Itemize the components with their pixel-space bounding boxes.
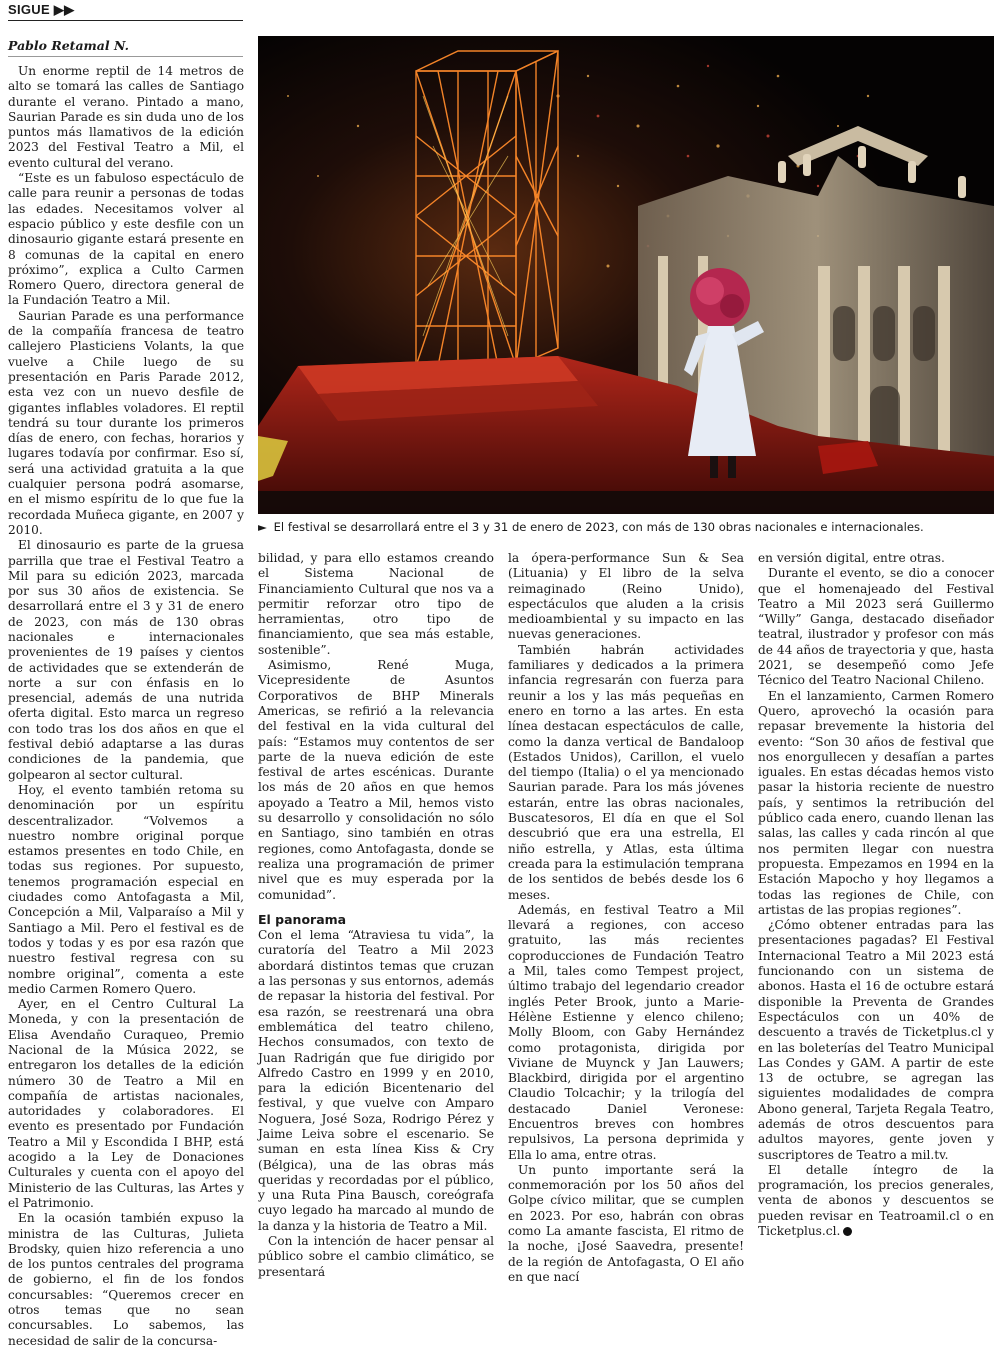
article-column-4 bbox=[758, 551, 994, 1239]
paragraph: Ayer, en el Centro Cultural La Moneda, y con la presentación de Elisa Avendaño Curaqueo, Premio Nacional de la Música 2022, se entregaron los detalles de la edición número 30 de Teatro a Mil en compañía de artistas nacionales, autoridades y colaboradores. El evento es presentado por Fundación Teatro a Mil y Escondida I BHP, está acogido a la Ley de Donaciones Culturales y cuenta con el apoyo del Ministerio de las Culturas, las Artes y el Patrimonio. bbox=[8, 997, 244, 1210]
paragraph: ¿Cómo obtener entradas para las presentaciones pagadas? El Festival Internacional Teatro a Mil 2023 está funcionando con un sistema de abonos. Hasta el 16 de octubre estará disponible la Preventa de Grandes Espectáculos con un 40% de descuento a través de Ticketplus.cl y en las boleterías del Teatro Municipal Las Condes y GAM. A partir de este 13 de octubre, se agregan las siguientes modalidades de compra Abono general, Tarjeta Regala Teatro, además de otros descuentos para adultos mayores, gente joven y suscriptores de Teatro a mil.tv. bbox=[758, 918, 994, 1162]
paragraph: Hoy, el evento también retoma su denominación por un espíritu descentralizador. “Volvemos a nuestro nombre original porque estamos presentes en todo Chile, en todas sus regiones. Por supuesto, tenemos programación especial en ciudades como Antofagasta a Mil, Concepción a Mil, Valparaíso a Mil y Santiago a Mil. Pero el festival es de todos y todas y es por esa razón que nuestro festival regresa con su nombre original”, comenta a este medio Carmen Romero Quero. bbox=[8, 782, 244, 996]
top-divider bbox=[8, 20, 243, 21]
article-column-3 bbox=[508, 551, 744, 1284]
paragraph: En el lanzamiento, Carmen Romero Quero, aprovechó la ocasión para repasar brevemente la historia del evento: “Son 30 años de festival que nos enorgullecen y desafían a partes iguales. En estas décadas hemos visto pasar la historia reciente de nuestro país, y sentimos la retribución del público cada enero, cuando llenan las salas, las calles y cada rincón al que nos permiten llegar con nuestra propuesta. Empezamos en 1994 en la Estación Mapocho y hoy llegamos a todas las regiones de Chile, con artistas de las propias regiones”. bbox=[758, 688, 994, 917]
paragraph: bilidad, y para ello estamos creando el Sistema Nacional de Financiamiento Cultural que nos va a permitir reforzar otro tipo de herramientas, otro tipo de financiamiento, que sea más estable, sostenible”. bbox=[258, 551, 494, 657]
article-column-2 bbox=[258, 551, 494, 1279]
paragraph: en versión digital, entre otras. bbox=[758, 551, 945, 565]
paragraph: También habrán actividades familiares y dedicados a la primera infancia regresarán con fuerza para reunir a los y las más pequeñas en enero en torno a las artes. En esta línea destacan espectáculos de calle, como la danza vertical de Bandaloop (Estados Unidos), Carillon, el vuelo del tiempo (Italia) o el ya mencionado Saurian parade. Para los más jóvenes estarán, entre las obras nacionales, Buscatesoros, El día en que el Sol descubrió que era una estrella, El niño estrella, y Atlas, esta última creada para la estimulación temprana de los sentidos de bebés desde los 6 meses. bbox=[508, 642, 744, 902]
paragraph: Durante el evento, se dio a conocer que el homenajeado del Festival Teatro a Mil 2023 será Guillermo “Willy” Ganga, destacado diseñador teatral, ilustrador y profesor con más de 44 años de trayectoria y que, hasta 2021, se desempeñó como Jefe Técnico del Teatro Nacional Chileno. bbox=[758, 566, 994, 688]
paragraph: Asimismo, René Muga, Vicepresidente de Asuntos Corporativos de BHP Minerals Americas, se refirió a la relevancia del festival en la vida cultural del país: “Estamos muy contentos de ser parte de la nueva edición de este festival de artes escénicas. Durante los más de 20 años en que hemos apoyado a Teatro a Mil, hemos visto su desarrollo y consolidación no sólo en Santiago, sino también en otras regiones, como Antofagasta, donde se realiza una programación de primer nivel que es muy esperada por la comunidad”. bbox=[258, 658, 494, 902]
paragraph: Con la intención de hacer pensar al público sobre el cambio climático, se presentará bbox=[258, 1234, 494, 1279]
paragraph: En la ocasión también expuso la ministra de las Culturas, Julieta Brodsky, quien hizo referencia a uno de los puntos centrales del programa de gobierno, el fin de los fondos concursables: “Queremos crecer en otros temas que no sean concursables. Lo sabemos, las necesidad de salir de la concursa- bbox=[8, 1211, 244, 1348]
paragraph: “Este es un fabuloso espectáculo de calle para reunir a personas de todas las edades. Necesitamos volver al espacio público y este desfile con un dinosaurio gigante estará presente en 8 comunas de la capital en enero próximo”, explica a Culto Carmen Romero Quero, directora general de la Fundación Teatro a Mil. bbox=[8, 171, 244, 308]
paragraph: Saurian Parade es una performance de la compañía francesa de teatro callejero Plasticiens Volants, la que vuelve a Chile luego de su presentación en Paris Parade 2012, esta vez con un nuevo desfile de gigantes inflables voladores. El reptil tendrá su tour durante los primeros días de enero, con fechas, horarios y lugares todavía por confirmar. Eso sí, será una actividad gratuita a la que cualquier persona podrá asomarse, en el mismo espíritu de lo que fue la recordada Muñeca gigante, en 2007 y 2010. bbox=[8, 308, 244, 537]
byline-divider bbox=[8, 56, 243, 57]
photo-caption bbox=[258, 520, 994, 534]
caption-text: El festival se desarrollará entre el 3 y 31 de enero de 2023, con más de 130 obras nacionales e internacionales. bbox=[273, 520, 924, 534]
paragraph: la ópera-performance Sun & Sea (Lituania) y El libro de la selva reimaginado (Reino Unido), espectáculos que aluden a la crisis medioambiental y su impacto en las nuevas generaciones. bbox=[508, 551, 744, 642]
caption-arrow-icon: ► bbox=[258, 520, 267, 534]
paragraph: Además, en festival Teatro a Mil llevará a regiones, con acceso gratuito, las más recientes coproducciones de Fundación Teatro a Mil, tales como Tempest project, último trabajo del legendario creador inglés Peter Brook, junto a Marie-Hélène Estienne y elenco chileno; Molly Bloom, con Gaby Hernández como protagonista, dirigida por Viviane de Muynck y Jan Lauwers; Blackbird, dirigida por el argentino Claudio Tolcachir; y la trilogía del destacado Daniel Veronese: Encuentros breves con hombres repulsivos, La persona deprimida y Ella lo ama, entre otras. bbox=[508, 902, 744, 1162]
article-column-1 bbox=[8, 64, 244, 1348]
closing-paragraph: El detalle íntegro de la programación, los precios generales, venta de abonos y descuentos se pueden revisar en Teatroamil.cl o en Ticketplus.cl. bbox=[758, 1162, 994, 1239]
festival-photo bbox=[258, 36, 994, 514]
section-heading: El panorama bbox=[258, 911, 347, 927]
paragraph bbox=[758, 1163, 994, 1239]
paragraph: El dinosaurio es parte de la gruesa parrilla que trae el Festival Teatro a Mil para su edición 2023, marcada por sus 30 años de existencia. Se desarrollará entre el 3 y 31 de enero de 2023, con más de 130 obras nacionales e internacionales provenientes de 19 países y cientos de actividades que se extenderán de norte a sur con énfasis en lo presencial, además de una nutrida oferta digital. Esto marca un regreso con todo tras los dos años en que el festival debió adaptarse a las duras condiciones de la pandemia, que golpearon al sector cultural. bbox=[8, 538, 244, 782]
byline: Pablo Retamal N. bbox=[8, 38, 129, 53]
paragraph: Un punto importante será la conmemoración por los 50 años del Golpe cívico militar, que se cumplen en 2023. Por eso, habrán con obras como La amante fascista, El ritmo de la noche, ¡José Saavedra, presente! de la región de Antofagasta, O El año en que nací bbox=[508, 1162, 744, 1284]
paragraph: Con el lema “Atraviesa tu vida”, la curatoría del Teatro a Mil 2023 abordará distintos temas que cruzan a las personas y sus entornos, además de repasar la historia del festival. Por esa razón, se reestrenará una obra emblemática del teatro chileno, Hechos consumados, con texto de Juan Radrigán que fue dirigido por Alfredo Castro en 1999 y en 2010, para la edición Bicentenario del festival, y que vuelve con Amparo Noguera, José Soza, Rodrigo Pérez y Jaime Leiva sobre el escenario. Se suman en esta línea Kiss & Cry (Bélgica), una de las obras más queridas y recordadas por el público, y una Ruta Pina Bausch, coreógrafa cuyo legado ha marcado al mundo de la danza y la historia de Teatro a Mil. bbox=[258, 928, 494, 1233]
paragraph: Un enorme reptil de 14 metros de alto se tomará las calles de Santiago durante el verano. Pintado a mano, Saurian Parade es sin duda uno de los puntos más llamativos de la edición 2023 del Festival Teatro a Mil, el evento cultural del verano. bbox=[8, 64, 244, 170]
section-label: SIGUE ▶▶ bbox=[8, 2, 75, 17]
end-of-article-icon bbox=[843, 1227, 852, 1236]
